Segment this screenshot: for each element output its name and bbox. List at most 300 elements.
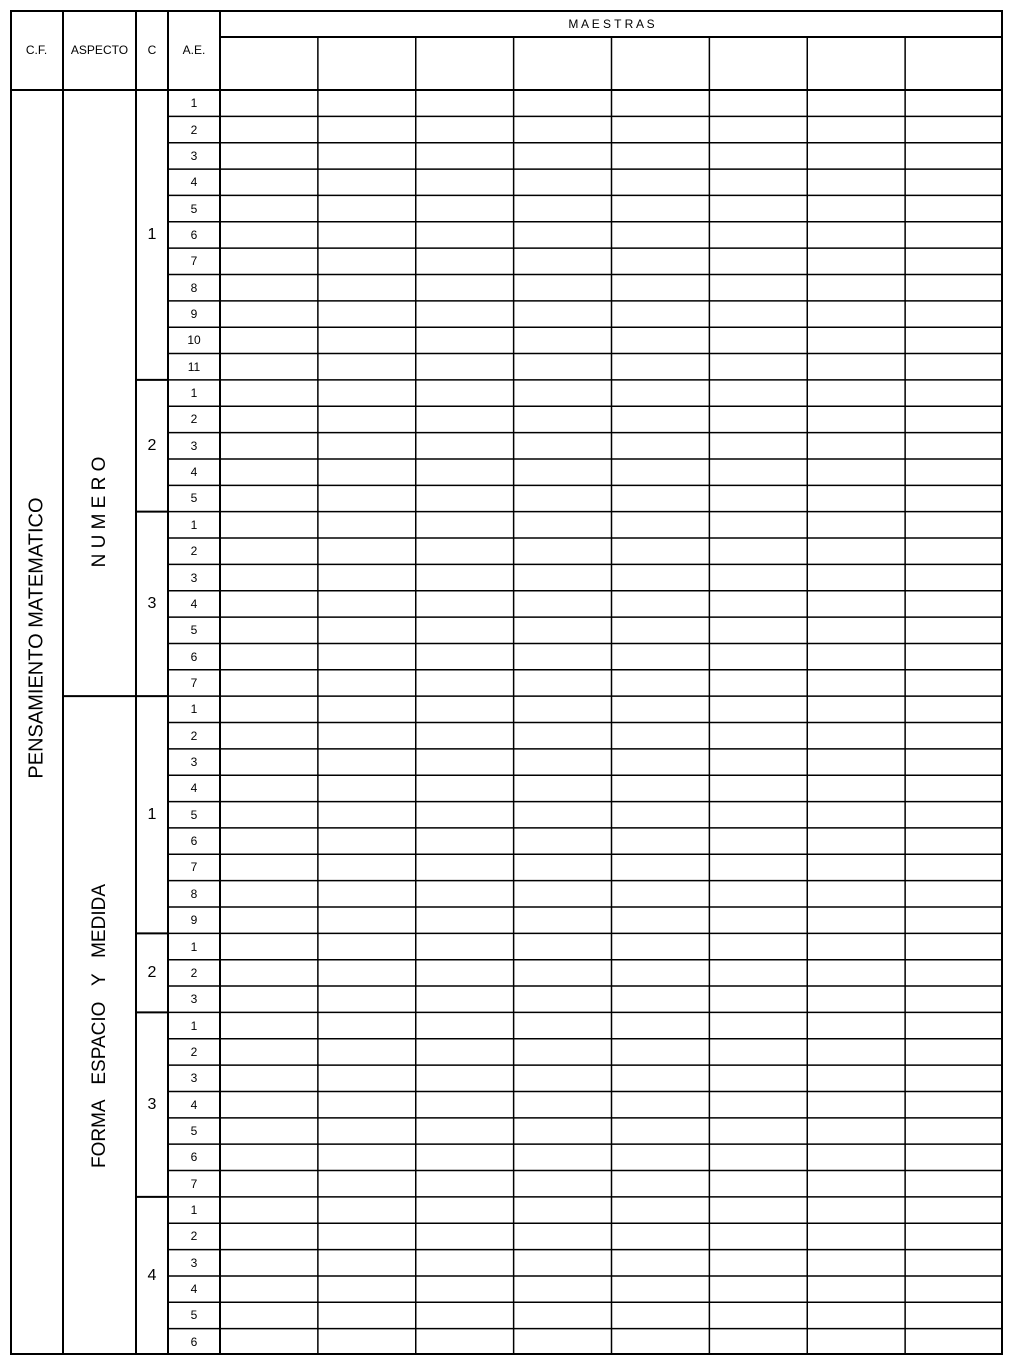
- maestra-score-cell[interactable]: [220, 828, 318, 854]
- maestra-score-cell[interactable]: [318, 854, 416, 880]
- maestra-score-cell[interactable]: [220, 380, 318, 406]
- maestra-score-cell[interactable]: [514, 907, 612, 933]
- maestra-score-cell[interactable]: [905, 248, 1003, 274]
- maestra-score-cell[interactable]: [220, 1276, 318, 1302]
- maestra-score-cell[interactable]: [416, 248, 514, 274]
- maestra-score-cell[interactable]: [318, 222, 416, 248]
- maestra-score-cell[interactable]: [416, 591, 514, 617]
- maestra-score-cell[interactable]: [514, 1276, 612, 1302]
- maestra-score-cell[interactable]: [318, 90, 416, 116]
- maestra-score-cell[interactable]: [416, 222, 514, 248]
- maestra-score-cell[interactable]: [905, 696, 1003, 722]
- maestra-score-cell[interactable]: [807, 90, 905, 116]
- maestra-score-cell[interactable]: [807, 274, 905, 300]
- maestra-score-cell[interactable]: [905, 1065, 1003, 1091]
- maestra-score-cell[interactable]: [318, 1144, 416, 1170]
- maestra-score-cell[interactable]: [709, 222, 807, 248]
- maestra-score-cell[interactable]: [612, 802, 710, 828]
- maestra-score-cell[interactable]: [318, 354, 416, 380]
- maestra-score-cell[interactable]: [807, 1039, 905, 1065]
- maestra-score-cell[interactable]: [220, 775, 318, 801]
- maestra-score-cell[interactable]: [807, 564, 905, 590]
- maestra-score-cell[interactable]: [318, 1223, 416, 1249]
- maestra-score-cell[interactable]: [220, 1012, 318, 1038]
- maestra-score-cell[interactable]: [612, 775, 710, 801]
- maestra-score-cell[interactable]: [709, 854, 807, 880]
- maestra-score-cell[interactable]: [514, 775, 612, 801]
- maestra-score-cell[interactable]: [220, 512, 318, 538]
- maestra-score-cell[interactable]: [905, 749, 1003, 775]
- maestra-score-cell[interactable]: [220, 195, 318, 221]
- maestra-score-cell[interactable]: [612, 749, 710, 775]
- maestra-score-cell[interactable]: [514, 1091, 612, 1117]
- maestra-score-cell[interactable]: [905, 1171, 1003, 1197]
- maestra-score-cell[interactable]: [220, 143, 318, 169]
- maestra-score-cell[interactable]: [807, 775, 905, 801]
- maestra-score-cell[interactable]: [220, 274, 318, 300]
- maestra-score-cell[interactable]: [416, 1118, 514, 1144]
- maestra-score-cell[interactable]: [709, 1039, 807, 1065]
- maestra-score-cell[interactable]: [612, 116, 710, 142]
- maestra-score-cell[interactable]: [709, 1302, 807, 1328]
- maestra-score-cell[interactable]: [807, 1250, 905, 1276]
- maestra-score-cell[interactable]: [612, 485, 710, 511]
- maestra-score-cell[interactable]: [514, 485, 612, 511]
- maestra-score-cell[interactable]: [220, 564, 318, 590]
- maestra-score-cell[interactable]: [905, 169, 1003, 195]
- maestra-score-cell[interactable]: [220, 617, 318, 643]
- maestra-score-cell[interactable]: [709, 1012, 807, 1038]
- maestra-score-cell[interactable]: [416, 933, 514, 959]
- maestra-score-cell[interactable]: [612, 1039, 710, 1065]
- maestra-score-cell[interactable]: [807, 1118, 905, 1144]
- maestra-score-cell[interactable]: [514, 643, 612, 669]
- maestra-score-cell[interactable]: [709, 907, 807, 933]
- maestra-score-cell[interactable]: [318, 1276, 416, 1302]
- maestra-score-cell[interactable]: [612, 591, 710, 617]
- maestra-score-cell[interactable]: [709, 248, 807, 274]
- maestra-score-cell[interactable]: [905, 854, 1003, 880]
- maestra-score-cell[interactable]: [807, 538, 905, 564]
- maestra-score-cell[interactable]: [709, 749, 807, 775]
- maestra-score-cell[interactable]: [612, 327, 710, 353]
- maestra-score-cell[interactable]: [905, 485, 1003, 511]
- maestra-score-cell[interactable]: [807, 354, 905, 380]
- maestra-score-cell[interactable]: [220, 1118, 318, 1144]
- maestra-score-cell[interactable]: [905, 1250, 1003, 1276]
- maestra-score-cell[interactable]: [220, 986, 318, 1012]
- maestra-score-cell[interactable]: [514, 960, 612, 986]
- maestra-score-cell[interactable]: [416, 380, 514, 406]
- maestra-score-cell[interactable]: [416, 643, 514, 669]
- maestra-score-cell[interactable]: [416, 433, 514, 459]
- maestra-score-cell[interactable]: [220, 169, 318, 195]
- maestra-score-cell[interactable]: [318, 960, 416, 986]
- maestra-score-cell[interactable]: [905, 723, 1003, 749]
- maestra-score-cell[interactable]: [220, 459, 318, 485]
- maestra-score-cell[interactable]: [905, 564, 1003, 590]
- maestra-score-cell[interactable]: [318, 1250, 416, 1276]
- maestra-score-cell[interactable]: [612, 1118, 710, 1144]
- maestra-score-cell[interactable]: [905, 301, 1003, 327]
- maestra-score-cell[interactable]: [220, 1302, 318, 1328]
- maestra-score-cell[interactable]: [905, 643, 1003, 669]
- maestra-score-cell[interactable]: [514, 1118, 612, 1144]
- maestra-score-cell[interactable]: [318, 301, 416, 327]
- maestra-score-cell[interactable]: [416, 775, 514, 801]
- maestra-score-cell[interactable]: [612, 907, 710, 933]
- maestra-score-cell[interactable]: [318, 802, 416, 828]
- maestra-score-cell[interactable]: [416, 1039, 514, 1065]
- maestra-score-cell[interactable]: [514, 1223, 612, 1249]
- maestra-score-cell[interactable]: [220, 749, 318, 775]
- maestra-score-cell[interactable]: [807, 933, 905, 959]
- maestra-score-cell[interactable]: [612, 1197, 710, 1223]
- maestra-score-cell[interactable]: [709, 643, 807, 669]
- maestra-score-cell[interactable]: [612, 512, 710, 538]
- maestra-score-cell[interactable]: [416, 90, 514, 116]
- maestra-score-cell[interactable]: [220, 538, 318, 564]
- maestra-score-cell[interactable]: [220, 643, 318, 669]
- maestra-score-cell[interactable]: [318, 1039, 416, 1065]
- maestra-score-cell[interactable]: [807, 459, 905, 485]
- maestra-score-cell[interactable]: [416, 406, 514, 432]
- maestra-score-cell[interactable]: [416, 854, 514, 880]
- maestra-score-cell[interactable]: [318, 723, 416, 749]
- maestra-score-cell[interactable]: [807, 169, 905, 195]
- maestra-score-cell[interactable]: [416, 696, 514, 722]
- maestra-score-cell[interactable]: [709, 485, 807, 511]
- maestra-score-cell[interactable]: [416, 1091, 514, 1117]
- maestra-score-cell[interactable]: [612, 248, 710, 274]
- maestra-score-cell[interactable]: [807, 1012, 905, 1038]
- maestra-score-cell[interactable]: [220, 1144, 318, 1170]
- maestra-score-cell[interactable]: [612, 195, 710, 221]
- maestra-score-cell[interactable]: [905, 380, 1003, 406]
- maestra-score-cell[interactable]: [514, 854, 612, 880]
- maestra-score-cell[interactable]: [709, 828, 807, 854]
- maestra-score-cell[interactable]: [514, 1329, 612, 1355]
- maestra-score-cell[interactable]: [807, 1223, 905, 1249]
- maestra-score-cell[interactable]: [318, 1197, 416, 1223]
- maestra-score-cell[interactable]: [709, 933, 807, 959]
- maestra-score-cell[interactable]: [514, 433, 612, 459]
- maestra-score-cell[interactable]: [709, 459, 807, 485]
- maestra-score-cell[interactable]: [709, 433, 807, 459]
- maestra-score-cell[interactable]: [709, 960, 807, 986]
- maestra-score-cell[interactable]: [220, 248, 318, 274]
- maestra-score-cell[interactable]: [709, 1276, 807, 1302]
- maestra-score-cell[interactable]: [612, 538, 710, 564]
- maestra-score-cell[interactable]: [514, 380, 612, 406]
- maestra-score-cell[interactable]: [514, 327, 612, 353]
- maestra-score-cell[interactable]: [709, 1171, 807, 1197]
- maestra-score-cell[interactable]: [612, 1171, 710, 1197]
- maestra-score-cell[interactable]: [905, 143, 1003, 169]
- maestra-score-cell[interactable]: [709, 1197, 807, 1223]
- maestra-score-cell[interactable]: [807, 195, 905, 221]
- maestra-score-cell[interactable]: [807, 380, 905, 406]
- maestra-score-cell[interactable]: [905, 881, 1003, 907]
- maestra-score-cell[interactable]: [807, 301, 905, 327]
- maestra-score-cell[interactable]: [318, 248, 416, 274]
- maestra-score-cell[interactable]: [514, 195, 612, 221]
- maestra-score-cell[interactable]: [318, 459, 416, 485]
- maestra-score-cell[interactable]: [220, 1039, 318, 1065]
- maestra-score-cell[interactable]: [220, 1329, 318, 1355]
- maestra-score-cell[interactable]: [514, 1197, 612, 1223]
- maestra-score-cell[interactable]: [612, 433, 710, 459]
- maestra-score-cell[interactable]: [318, 749, 416, 775]
- maestra-score-cell[interactable]: [514, 617, 612, 643]
- maestra-score-cell[interactable]: [514, 828, 612, 854]
- maestra-score-cell[interactable]: [318, 1091, 416, 1117]
- maestra-score-cell[interactable]: [416, 459, 514, 485]
- maestra-score-cell[interactable]: [514, 169, 612, 195]
- maestra-score-cell[interactable]: [514, 1012, 612, 1038]
- maestra-score-cell[interactable]: [416, 670, 514, 696]
- maestra-score-cell[interactable]: [905, 907, 1003, 933]
- maestra-score-cell[interactable]: [905, 459, 1003, 485]
- maestra-score-cell[interactable]: [709, 406, 807, 432]
- maestra-score-cell[interactable]: [318, 485, 416, 511]
- maestra-score-cell[interactable]: [514, 749, 612, 775]
- maestra-score-cell[interactable]: [318, 327, 416, 353]
- maestra-score-cell[interactable]: [220, 116, 318, 142]
- maestra-score-cell[interactable]: [709, 1329, 807, 1355]
- maestra-score-cell[interactable]: [807, 1065, 905, 1091]
- maestra-score-cell[interactable]: [709, 512, 807, 538]
- maestra-score-cell[interactable]: [220, 406, 318, 432]
- maestra-score-cell[interactable]: [514, 1302, 612, 1328]
- maestra-score-cell[interactable]: [612, 90, 710, 116]
- maestra-score-cell[interactable]: [807, 643, 905, 669]
- maestra-score-cell[interactable]: [220, 933, 318, 959]
- maestra-score-cell[interactable]: [220, 327, 318, 353]
- maestra-score-cell[interactable]: [416, 274, 514, 300]
- maestra-score-cell[interactable]: [612, 1223, 710, 1249]
- maestra-score-cell[interactable]: [905, 274, 1003, 300]
- maestra-score-cell[interactable]: [612, 670, 710, 696]
- maestra-score-cell[interactable]: [612, 1091, 710, 1117]
- maestra-score-cell[interactable]: [318, 380, 416, 406]
- maestra-score-cell[interactable]: [807, 406, 905, 432]
- maestra-score-cell[interactable]: [905, 986, 1003, 1012]
- maestra-score-cell[interactable]: [514, 1065, 612, 1091]
- maestra-score-cell[interactable]: [514, 881, 612, 907]
- maestra-score-cell[interactable]: [514, 90, 612, 116]
- maestra-score-cell[interactable]: [318, 617, 416, 643]
- maestra-score-cell[interactable]: [514, 354, 612, 380]
- maestra-score-cell[interactable]: [612, 1302, 710, 1328]
- maestra-score-cell[interactable]: [416, 617, 514, 643]
- maestra-score-cell[interactable]: [318, 433, 416, 459]
- maestra-score-cell[interactable]: [807, 1091, 905, 1117]
- maestra-score-cell[interactable]: [905, 1223, 1003, 1249]
- maestra-score-cell[interactable]: [709, 1091, 807, 1117]
- maestra-score-cell[interactable]: [514, 591, 612, 617]
- maestra-score-cell[interactable]: [318, 406, 416, 432]
- maestra-score-cell[interactable]: [514, 723, 612, 749]
- maestra-score-cell[interactable]: [612, 933, 710, 959]
- maestra-score-cell[interactable]: [905, 828, 1003, 854]
- maestra-score-cell[interactable]: [318, 538, 416, 564]
- maestra-score-cell[interactable]: [318, 643, 416, 669]
- maestra-score-cell[interactable]: [318, 116, 416, 142]
- maestra-score-cell[interactable]: [807, 1197, 905, 1223]
- maestra-score-cell[interactable]: [612, 1329, 710, 1355]
- maestra-score-cell[interactable]: [905, 591, 1003, 617]
- maestra-score-cell[interactable]: [318, 907, 416, 933]
- maestra-score-cell[interactable]: [905, 775, 1003, 801]
- maestra-score-cell[interactable]: [905, 1091, 1003, 1117]
- maestra-score-cell[interactable]: [905, 406, 1003, 432]
- maestra-score-cell[interactable]: [709, 1223, 807, 1249]
- maestra-score-cell[interactable]: [905, 538, 1003, 564]
- maestra-score-cell[interactable]: [220, 1091, 318, 1117]
- maestra-score-cell[interactable]: [514, 1039, 612, 1065]
- maestra-score-cell[interactable]: [318, 986, 416, 1012]
- maestra-score-cell[interactable]: [318, 169, 416, 195]
- maestra-score-cell[interactable]: [612, 564, 710, 590]
- maestra-score-cell[interactable]: [612, 459, 710, 485]
- maestra-score-cell[interactable]: [220, 591, 318, 617]
- maestra-score-cell[interactable]: [416, 1302, 514, 1328]
- maestra-score-cell[interactable]: [709, 195, 807, 221]
- maestra-score-cell[interactable]: [807, 881, 905, 907]
- maestra-score-cell[interactable]: [807, 591, 905, 617]
- maestra-score-cell[interactable]: [807, 960, 905, 986]
- maestra-score-cell[interactable]: [220, 433, 318, 459]
- maestra-score-cell[interactable]: [807, 1302, 905, 1328]
- maestra-score-cell[interactable]: [905, 195, 1003, 221]
- maestra-score-cell[interactable]: [612, 1144, 710, 1170]
- maestra-score-cell[interactable]: [807, 802, 905, 828]
- maestra-score-cell[interactable]: [612, 274, 710, 300]
- maestra-score-cell[interactable]: [807, 116, 905, 142]
- maestra-score-cell[interactable]: [416, 116, 514, 142]
- maestra-score-cell[interactable]: [220, 1250, 318, 1276]
- maestra-score-cell[interactable]: [709, 90, 807, 116]
- maestra-score-cell[interactable]: [709, 1250, 807, 1276]
- maestra-score-cell[interactable]: [709, 538, 807, 564]
- maestra-score-cell[interactable]: [612, 222, 710, 248]
- maestra-score-cell[interactable]: [220, 881, 318, 907]
- maestra-score-cell[interactable]: [318, 1171, 416, 1197]
- maestra-score-cell[interactable]: [416, 301, 514, 327]
- maestra-score-cell[interactable]: [514, 248, 612, 274]
- maestra-score-cell[interactable]: [318, 564, 416, 590]
- maestra-score-cell[interactable]: [905, 1276, 1003, 1302]
- maestra-score-cell[interactable]: [612, 723, 710, 749]
- maestra-score-cell[interactable]: [416, 327, 514, 353]
- maestra-score-cell[interactable]: [612, 1065, 710, 1091]
- maestra-score-cell[interactable]: [612, 881, 710, 907]
- maestra-score-cell[interactable]: [514, 274, 612, 300]
- maestra-score-cell[interactable]: [807, 986, 905, 1012]
- maestra-score-cell[interactable]: [905, 116, 1003, 142]
- maestra-score-cell[interactable]: [220, 723, 318, 749]
- maestra-score-cell[interactable]: [612, 854, 710, 880]
- maestra-score-cell[interactable]: [514, 564, 612, 590]
- maestra-score-cell[interactable]: [709, 354, 807, 380]
- maestra-score-cell[interactable]: [807, 222, 905, 248]
- maestra-score-cell[interactable]: [905, 960, 1003, 986]
- maestra-score-cell[interactable]: [612, 143, 710, 169]
- maestra-score-cell[interactable]: [318, 1302, 416, 1328]
- maestra-score-cell[interactable]: [416, 1065, 514, 1091]
- maestra-score-cell[interactable]: [514, 1144, 612, 1170]
- maestra-score-cell[interactable]: [807, 433, 905, 459]
- maestra-score-cell[interactable]: [709, 696, 807, 722]
- maestra-score-cell[interactable]: [416, 538, 514, 564]
- maestra-score-cell[interactable]: [416, 143, 514, 169]
- maestra-score-cell[interactable]: [612, 354, 710, 380]
- maestra-score-cell[interactable]: [905, 1012, 1003, 1038]
- maestra-score-cell[interactable]: [905, 354, 1003, 380]
- maestra-score-cell[interactable]: [612, 1250, 710, 1276]
- maestra-score-cell[interactable]: [318, 775, 416, 801]
- maestra-score-cell[interactable]: [612, 617, 710, 643]
- maestra-score-cell[interactable]: [318, 143, 416, 169]
- maestra-score-cell[interactable]: [220, 1065, 318, 1091]
- maestra-score-cell[interactable]: [416, 802, 514, 828]
- maestra-score-cell[interactable]: [416, 828, 514, 854]
- maestra-score-cell[interactable]: [318, 828, 416, 854]
- maestra-score-cell[interactable]: [514, 1250, 612, 1276]
- maestra-score-cell[interactable]: [612, 696, 710, 722]
- maestra-score-cell[interactable]: [709, 327, 807, 353]
- maestra-score-cell[interactable]: [318, 1329, 416, 1355]
- maestra-score-cell[interactable]: [905, 222, 1003, 248]
- maestra-score-cell[interactable]: [612, 406, 710, 432]
- maestra-score-cell[interactable]: [318, 274, 416, 300]
- maestra-score-cell[interactable]: [318, 1012, 416, 1038]
- maestra-score-cell[interactable]: [220, 960, 318, 986]
- maestra-score-cell[interactable]: [514, 1171, 612, 1197]
- maestra-score-cell[interactable]: [709, 143, 807, 169]
- maestra-score-cell[interactable]: [416, 512, 514, 538]
- maestra-score-cell[interactable]: [416, 723, 514, 749]
- maestra-score-cell[interactable]: [807, 327, 905, 353]
- maestra-score-cell[interactable]: [416, 986, 514, 1012]
- maestra-score-cell[interactable]: [318, 696, 416, 722]
- maestra-score-cell[interactable]: [807, 485, 905, 511]
- maestra-score-cell[interactable]: [416, 749, 514, 775]
- maestra-score-cell[interactable]: [905, 512, 1003, 538]
- maestra-score-cell[interactable]: [905, 802, 1003, 828]
- maestra-score-cell[interactable]: [416, 169, 514, 195]
- maestra-score-cell[interactable]: [416, 485, 514, 511]
- maestra-score-cell[interactable]: [612, 380, 710, 406]
- maestra-score-cell[interactable]: [709, 802, 807, 828]
- maestra-score-cell[interactable]: [318, 1118, 416, 1144]
- maestra-score-cell[interactable]: [318, 195, 416, 221]
- maestra-score-cell[interactable]: [905, 90, 1003, 116]
- maestra-score-cell[interactable]: [318, 1065, 416, 1091]
- maestra-score-cell[interactable]: [514, 143, 612, 169]
- maestra-score-cell[interactable]: [220, 670, 318, 696]
- maestra-score-cell[interactable]: [807, 1171, 905, 1197]
- maestra-score-cell[interactable]: [318, 670, 416, 696]
- maestra-score-cell[interactable]: [905, 1329, 1003, 1355]
- maestra-score-cell[interactable]: [416, 1144, 514, 1170]
- maestra-score-cell[interactable]: [416, 1223, 514, 1249]
- maestra-score-cell[interactable]: [416, 195, 514, 221]
- maestra-score-cell[interactable]: [416, 1171, 514, 1197]
- maestra-score-cell[interactable]: [416, 564, 514, 590]
- maestra-score-cell[interactable]: [220, 696, 318, 722]
